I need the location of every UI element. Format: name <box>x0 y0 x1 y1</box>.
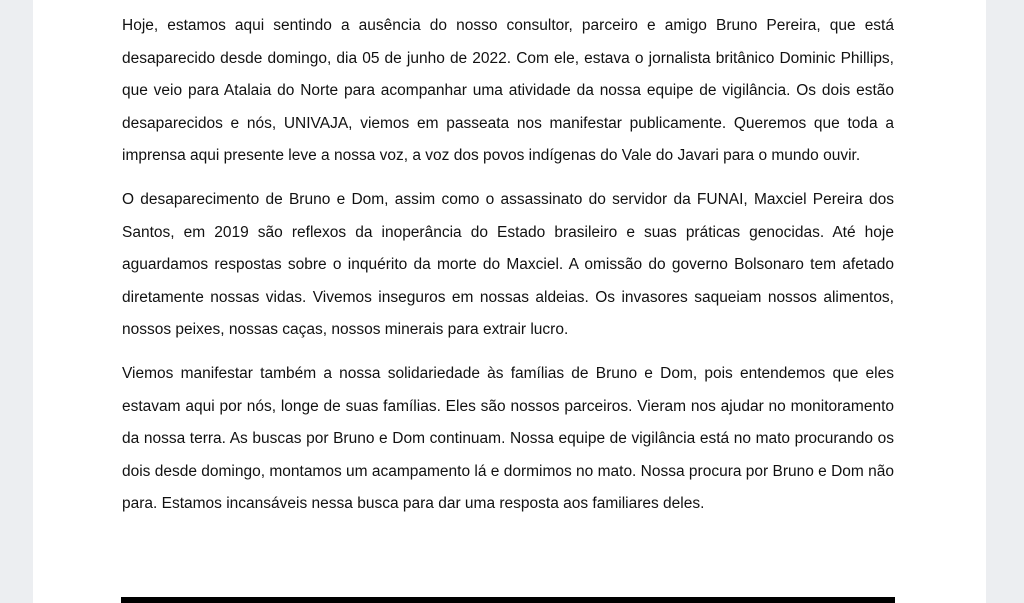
paragraph-2: O desaparecimento de Bruno e Dom, assim como o assassinato do servidor da FUNAI, Maxciel Pereira dos Santos, em 2019 são reflexos da inoperância do Estado brasileiro e suas práticas genocidas. Até hoje aguardamos respostas sobre o inquérito da morte do Maxciel. A omissão do governo Bolsonaro tem afetado diretamente nossas vidas. Vivemos inseguros em nossas aldeias. Os invasores saqueiam nossos alimentos, nossos peixes, nossas caças, nossos minerais para extrair lucro. <box>122 190 894 339</box>
black-bar-divider <box>121 597 895 603</box>
document-page <box>33 0 986 603</box>
document-body <box>122 10 894 532</box>
paragraph-3: Viemos manifestar também a nossa solidariedade às famílias de Bruno e Dom, pois entendemos que eles estavam aqui por nós, longe de suas famílias. Eles são nossos parceiros. Vieram nos ajudar no monitoramento da nossa terra. As buscas por Bruno e Dom continuam. Nossa equipe de vigilância está no mato procurando os dois desde domingo, montamos um acampamento lá e dormimos no mato. Nossa procura por Bruno e Dom não para. Estamos incansáveis nessa busca para dar uma resposta aos familiares deles. <box>122 364 894 513</box>
paragraph-1: Hoje, estamos aqui sentindo a ausência do nosso consultor, parceiro e amigo Bruno Pereira, que está desaparecido desde domingo, dia 05 de junho de 2022. Com ele, estava o jornalista britânico Dominic Phillips, que veio para Atalaia do Norte para acompanhar uma atividade da nossa equipe de vigilância. Os dois estão desaparecidos e nós, UNIVAJA, viemos em passeata nos manifestar publicamente. Queremos que toda a imprensa aqui presente leve a nossa voz, a voz dos povos indígenas do Vale do Javari para o mundo ouvir. <box>122 17 894 165</box>
